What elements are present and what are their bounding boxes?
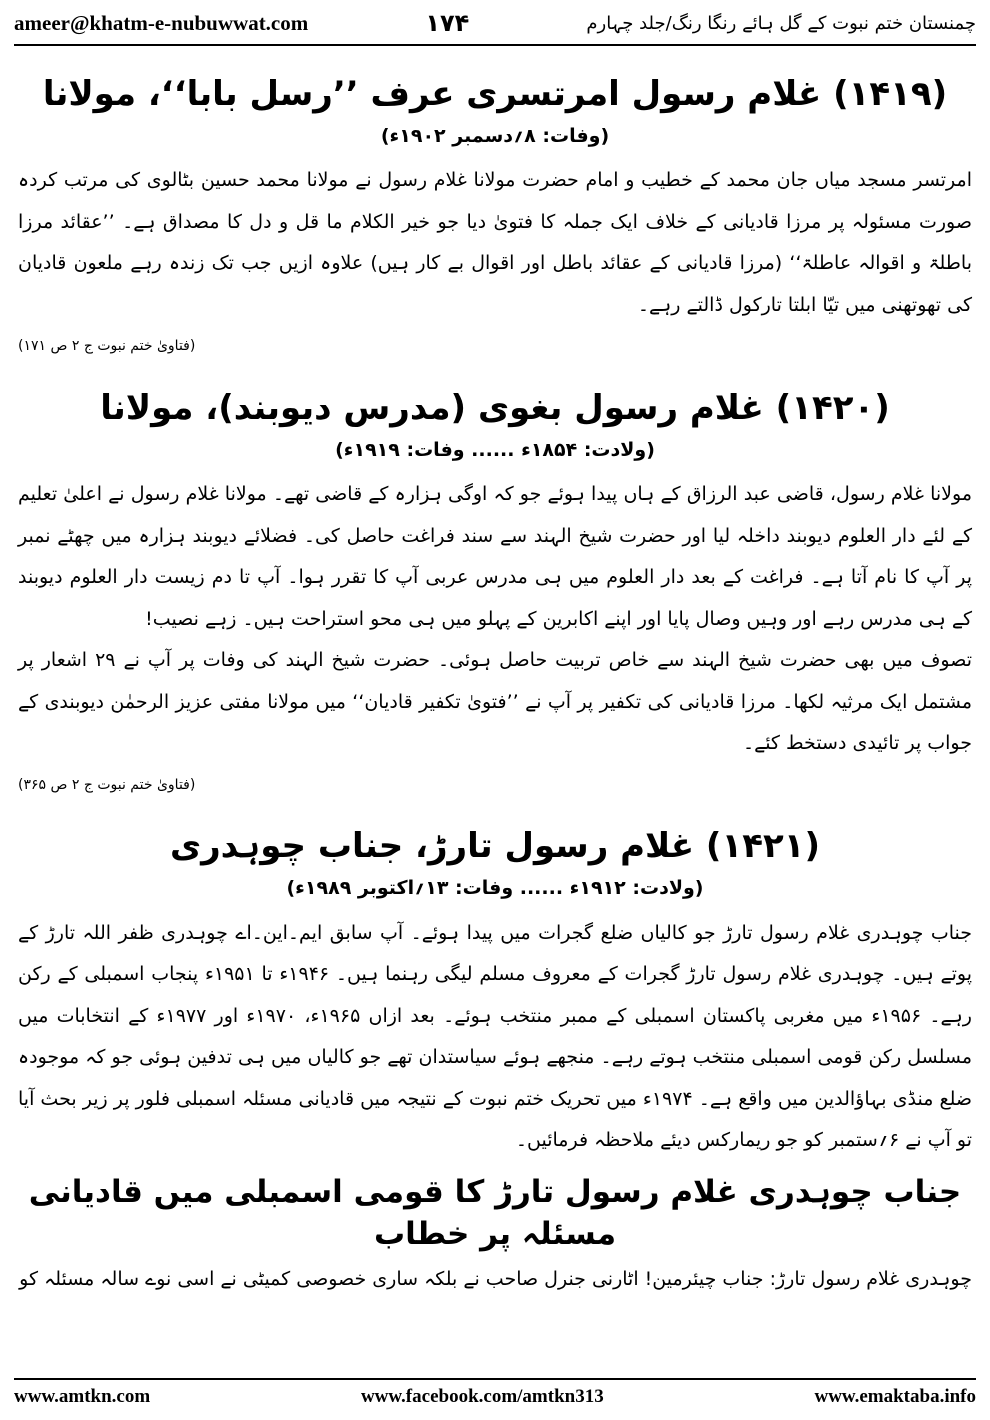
entry-heading: (۱۴۱۹) غلام رسول امرتسری عرف ’’رسل بابا‘‘، مولانا [42,74,948,114]
entry-reference: (فتاویٰ ختم نبوت ج ۲ ص ۳۶۵) [18,776,196,793]
speech-heading: جناب چوہدری غلام رسول تارڑ کا قومی اسمبلی میں قادیانی مسئلہ پر خطاب [28,1173,962,1252]
entry-paragraph: جناب چوہدری غلام رسول تارڑ جو کالیاں ضلع گجرات میں پیدا ہوئے۔ آپ سابق ایم۔این۔اے چوہدری ظفر اللہ تارڑ کے پوتے ہیں۔ چوہدری غلام رسول تارڑ گجرات کے معروف مسلم لیگی رہنما ہیں۔ ۱۹۴۶ء تا ۱۹۵۱ء پنجاب اسمبلی کے رکن رہے۔ ۱۹۵۶ء میں مغربی پاکستان اسمبلی کے ممبر منتخب ہوئے۔ بعد ازاں ۱۹۶۵ء، ۱۹۷۰ء اور ۱۹۷۷ء کے انتخابات میں مسلسل رکن قومی اسمبلی منتخب ہوتے رہے۔ منجھے ہوئے سیاستدان تھے جو کالیاں میں ہی تدفین ہوئی جو کہ موجودہ ضلع منڈی بہاؤالدین میں واقع ہے۔ ۱۹۷۴ء میں تحریک ختم نبوت کے نتیجہ میں قادیانی مسئلہ اسمبلی فلور پر زیر بحث آیا تو آپ نے ۶؍ستمبر کو جو ریمارکس دیئے ملاحظہ فرمائیں۔ [18,921,973,1152]
entry-reference: (فتاویٰ ختم نبوت ج ۲ ص ۱۷۱) [18,338,196,355]
footer-link-center[interactable]: www.facebook.com/amtkn313 [360,1386,604,1407]
footer-link-right[interactable]: www.emaktaba.info [814,1386,976,1407]
speech-section [18,1172,972,1301]
entry-heading: (۱۴۲۱) غلام رسول تارڑ، جناب چوہدری [169,826,821,867]
reference-line [18,326,972,368]
entry-paragraph: مولانا غلام رسول، قاضی عبد الرزاق کے ہاں پیدا ہوئے جو کہ اوگی ہزارہ کے قاضی تھے۔ مولانا غلام رسول نے اعلیٰ تعلیم کے لئے دار العلوم دیوبند داخلہ لیا اور حضرت شیخ الہند سے سند فراغت حاصل کی۔ فضلائے دیوبند ہزارہ میں چھٹے نمبر پر آپ کا نام آتا ہے۔ فراغت کے بعد دار العلوم میں ہی مدرس عربی آپ کا تقرر ہوا۔ آپ تا دم زیست دار العلوم دیوبند کے ہی مدرس رہے اور وہیں وصال پایا اور اپنے اکابرین کے پہلو میں ہی محو استراحت ہیں۔ زہے نصیب! [18,483,972,630]
footer-rule [14,1378,976,1380]
page-content [18,58,972,1301]
entry-paragraph: تصوف میں بھی حضرت شیخ الہند سے خاص تربیت حاصل ہوئی۔ حضرت شیخ الہند کی وفات پر آپ نے ۲۹ اشعار پر مشتمل ایک مرثیہ لکھا۔ مرزا قادیانی کی تکفیر پر آپ نے ’’فتویٰ تکفیر قادیان‘‘ میں مولانا مفتی عزیز الرحمٰن دیوبندی کے جواب پر تائیدی دستخط کئے۔ [18,649,973,755]
page-footer [14,1382,976,1412]
entry-paragraph: امرتسر مسجد میاں جان محمد کے خطیب و امام حضرت مولانا غلام رسول نے مولانا محمد حسین بٹالوی کی مرتب کردہ صورت مسئولہ پر مرزا قادیانی کے خلاف ایک جملہ کا فتویٰ دیا جو خیر الکلام ما قل و دل کا مصداق ہے۔ ’’عقائد مرزا باطلۃ و اقوالہ عاطلۃ‘‘ (مرزا قادیانی کے عقائد باطل اور اقوال بے کار ہیں) علاوہ ازیں جب تک زندہ رہے ملعون قادیان کی تھوتھنی میں تیّا ابلتا تارکول ڈالتے رہے۔ [18,169,972,316]
entry-dates: (ولادت: ۱۹۱۲ء ...... وفات: ۱۳؍اکتوبر ۱۹۸۹ء) [286,877,704,900]
footer-link-left[interactable]: www.amtkn.com [14,1386,151,1407]
entry-1419 [18,72,972,368]
header-email[interactable]: ameer@khatm-e-nubuwwat.com [14,10,309,35]
page-header [14,6,976,40]
header-book-title: چمنستان ختم نبوت کے گل ہائے رنگا رنگ/جلد چہارم [586,12,976,34]
speech-text: چوہدری غلام رسول تارڑ: جناب چیئرمین! اٹارنی جنرل صاحب نے بلکہ ساری خصوصی کمیٹی نے اسی نوے سالہ مسئلہ کو [19,1268,972,1291]
reference-line [18,765,972,807]
entry-heading: (۱۴۲۰) غلام رسول بغوی (مدرس دیوبند)، مولانا [100,387,890,428]
entry-dates: (وفات: ۸؍دسمبر ۱۹۰۲ء) [380,124,610,147]
header-page-number: ۱۷۴ [425,9,470,37]
entry-1421 [18,824,972,1161]
entry-1420 [18,386,972,806]
header-rule [14,44,976,46]
entry-dates: (ولادت: ۱۸۵۴ء ...... وفات: ۱۹۱۹ء) [335,438,655,461]
